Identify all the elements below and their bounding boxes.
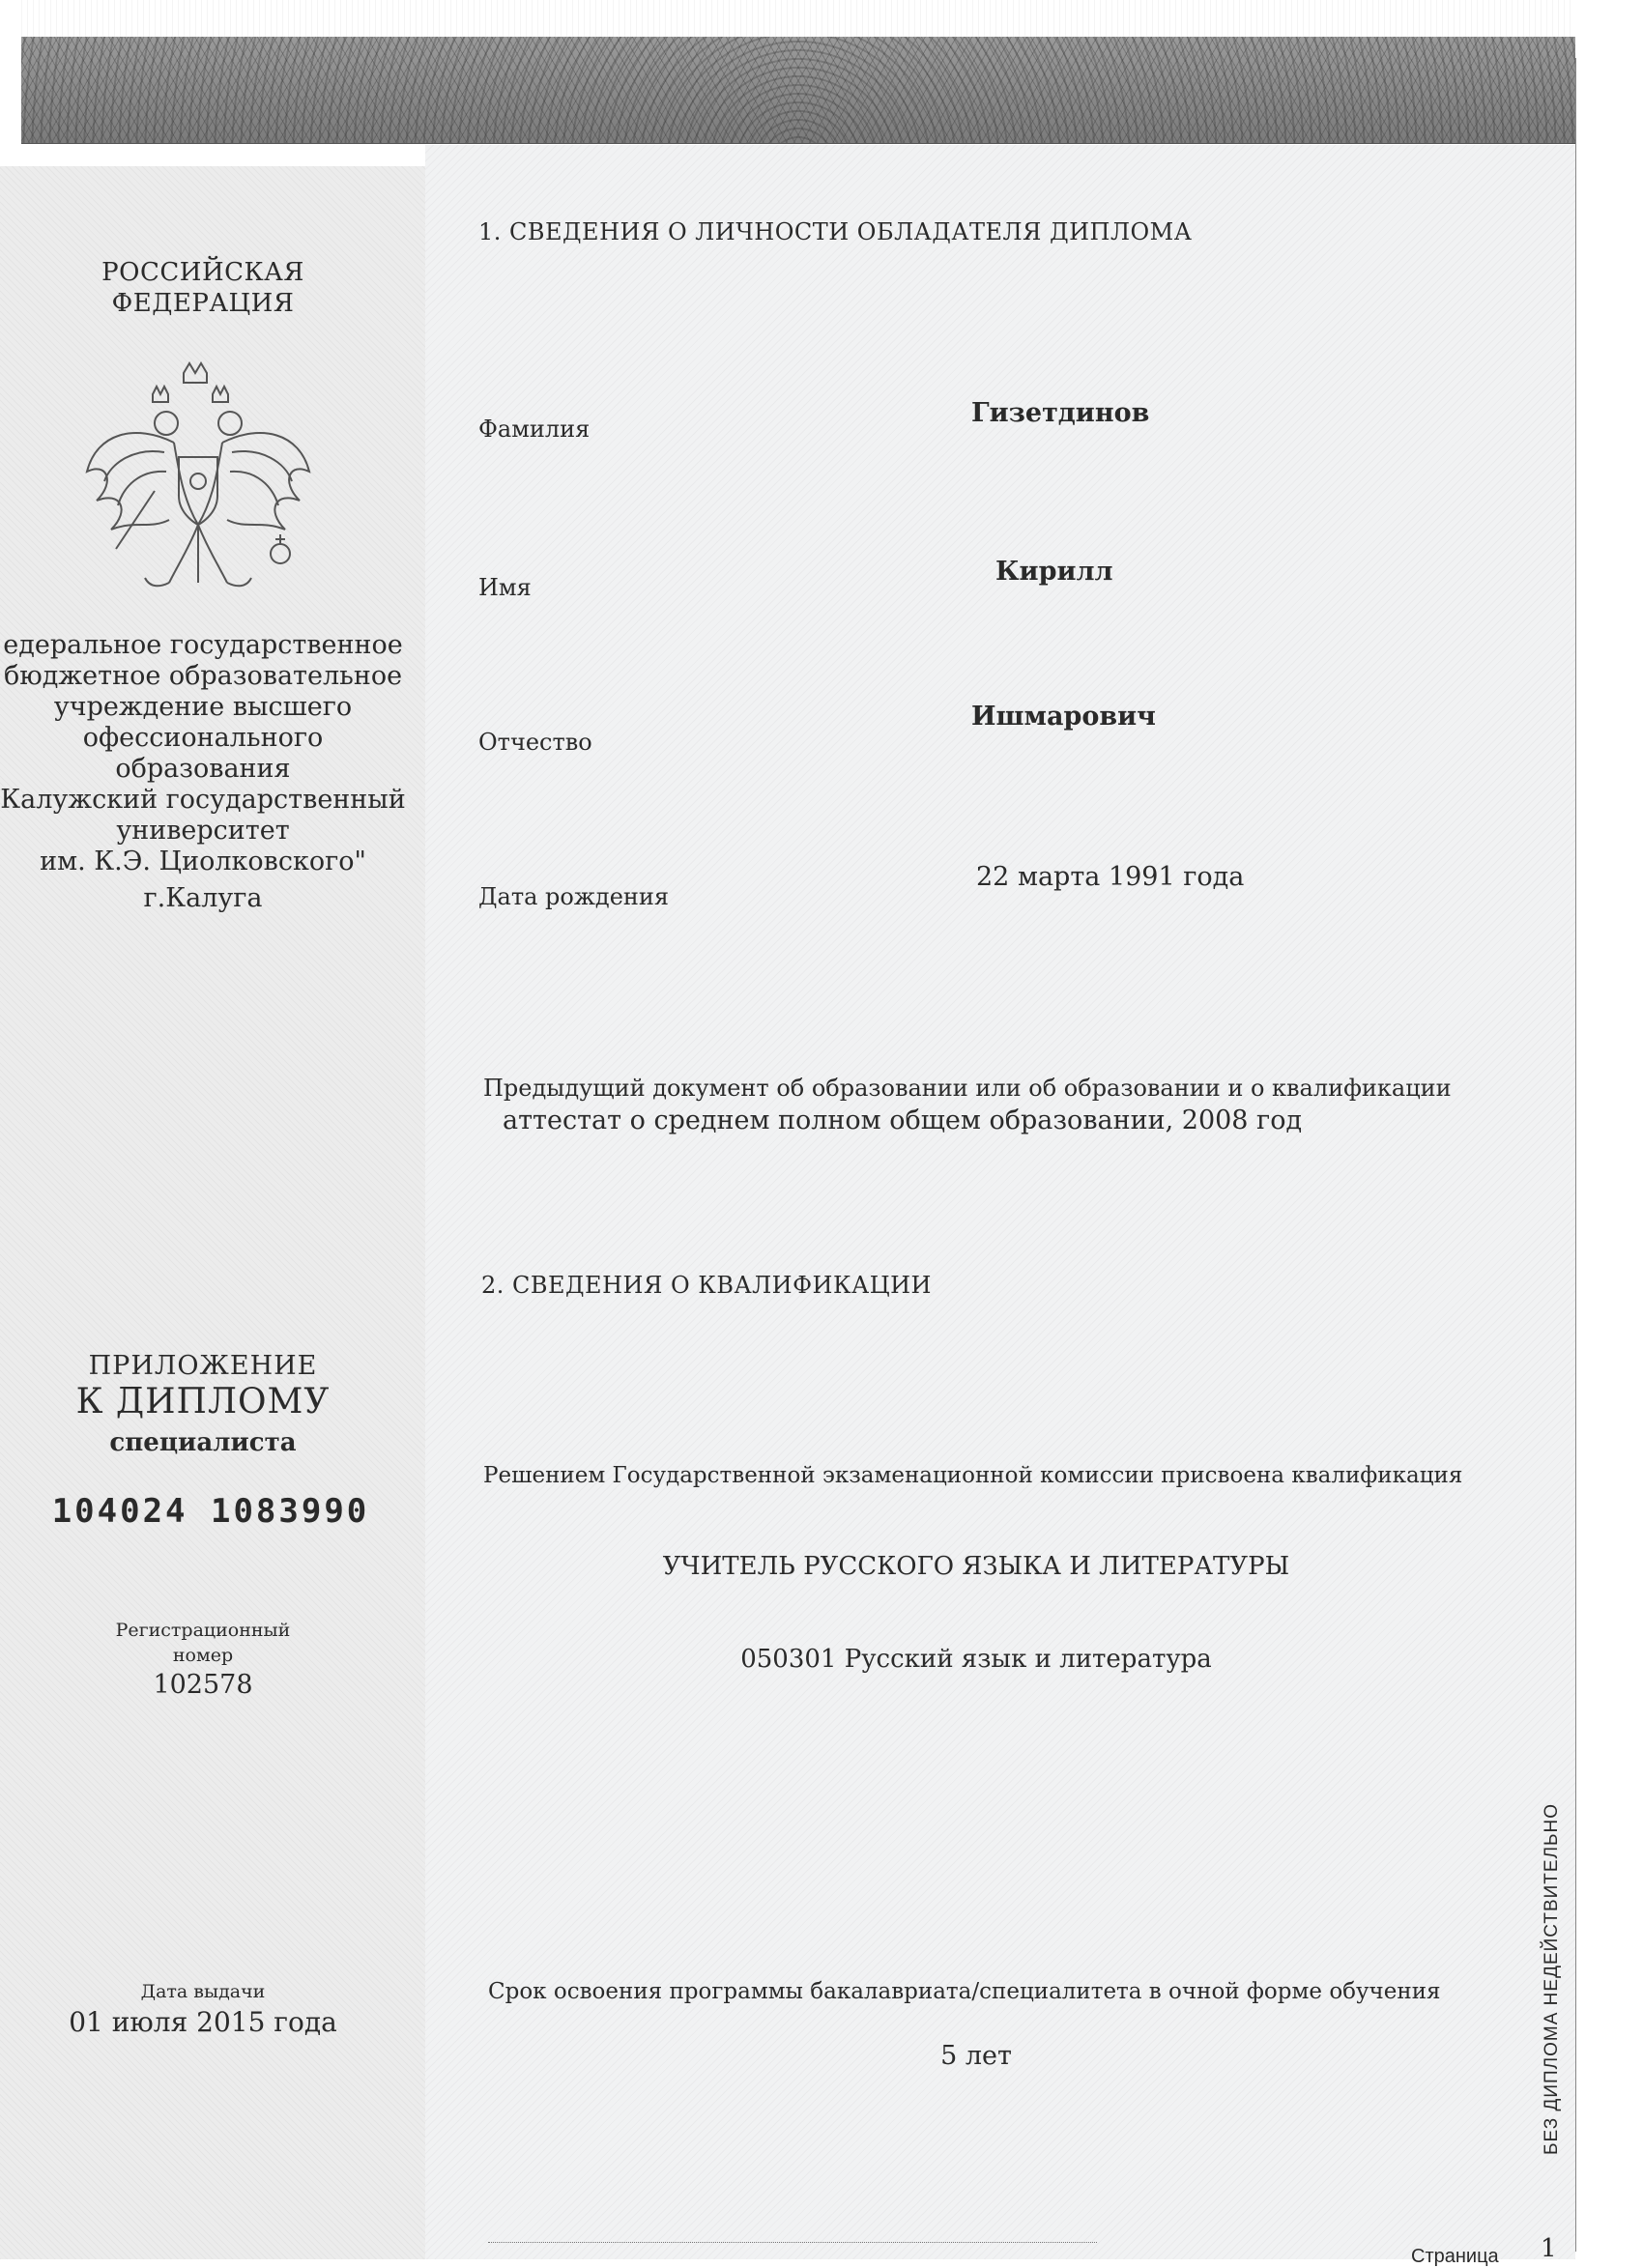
validity-note: БЕЗ ДИПЛОМА НЕДЕЙСТВИТЕЛЬНО xyxy=(1542,1802,1562,2155)
previous-document-value: аттестат о среднем полном общем образовании, 2008 год xyxy=(503,1105,1303,1135)
specialty: 050301 Русский язык и литература xyxy=(740,1645,1212,1674)
issue-date: 01 июля 2015 года xyxy=(69,2006,337,2038)
registration-number: 102578 xyxy=(153,1670,253,1700)
serial-number: 104024 1083990 xyxy=(51,1492,370,1531)
country-name: РОССИЙСКАЯ ФЕДЕРАЦИЯ xyxy=(101,258,304,318)
qualification-title: УЧИТЕЛЬ РУССКОГО ЯЗЫКА И ЛИТЕРАТУРЫ xyxy=(662,1552,1290,1581)
name-value: Кирилл xyxy=(995,557,1113,587)
security-band xyxy=(21,37,1575,144)
institution-name: едеральное государственное бюджетное образовательное учреждение высшего офессионального образования Калужский государственный университет им. К.Э. Циолковского" г.Калуга xyxy=(0,630,406,913)
decision-text: Решением Государственной экзаменационной комиссии присвоена квалификация xyxy=(483,1463,1463,1488)
page-label: Страница xyxy=(1411,2246,1499,2267)
birthdate-value: 22 марта 1991 года xyxy=(976,862,1245,892)
birthdate-label: Дата рождения xyxy=(478,883,670,910)
main-panel xyxy=(425,145,1575,2259)
russian-coat-of-arms-icon xyxy=(77,356,319,626)
duration-label: Срок освоения программы бакалавриата/специалитета в очной форме обучения xyxy=(488,1979,1441,2004)
duration-value: 5 лет xyxy=(940,2041,1012,2071)
previous-document-label: Предыдущий документ об образовании или об образовании и о квалификации xyxy=(483,1075,1452,1102)
page-edge-line xyxy=(1575,58,1576,2252)
issue-date-label: Дата выдачи xyxy=(140,1981,266,2002)
surname-value: Гизетдинов xyxy=(971,398,1150,428)
appendix-type: специалиста xyxy=(109,1428,297,1457)
registration-label: Регистрационный номер xyxy=(115,1620,291,1666)
appendix-title: ПРИЛОЖЕНИЕ xyxy=(88,1351,318,1381)
appendix-subtitle: К ДИПЛОМУ xyxy=(75,1382,331,1421)
surname-label: Фамилия xyxy=(478,416,591,443)
footer-divider xyxy=(488,2242,1097,2243)
patronymic-label: Отчество xyxy=(478,729,592,756)
section-1-title: 1. СВЕДЕНИЯ О ЛИЧНОСТИ ОБЛАДАТЕЛЯ ДИПЛОМА xyxy=(478,218,1193,245)
name-label: Имя xyxy=(478,574,532,601)
top-edge-texture xyxy=(21,0,1575,39)
section-2-title: 2. СВЕДЕНИЯ О КВАЛИФИКАЦИИ xyxy=(481,1272,932,1299)
patronymic-value: Ишмарович xyxy=(971,702,1156,732)
page-number: 1 xyxy=(1541,2234,1557,2263)
